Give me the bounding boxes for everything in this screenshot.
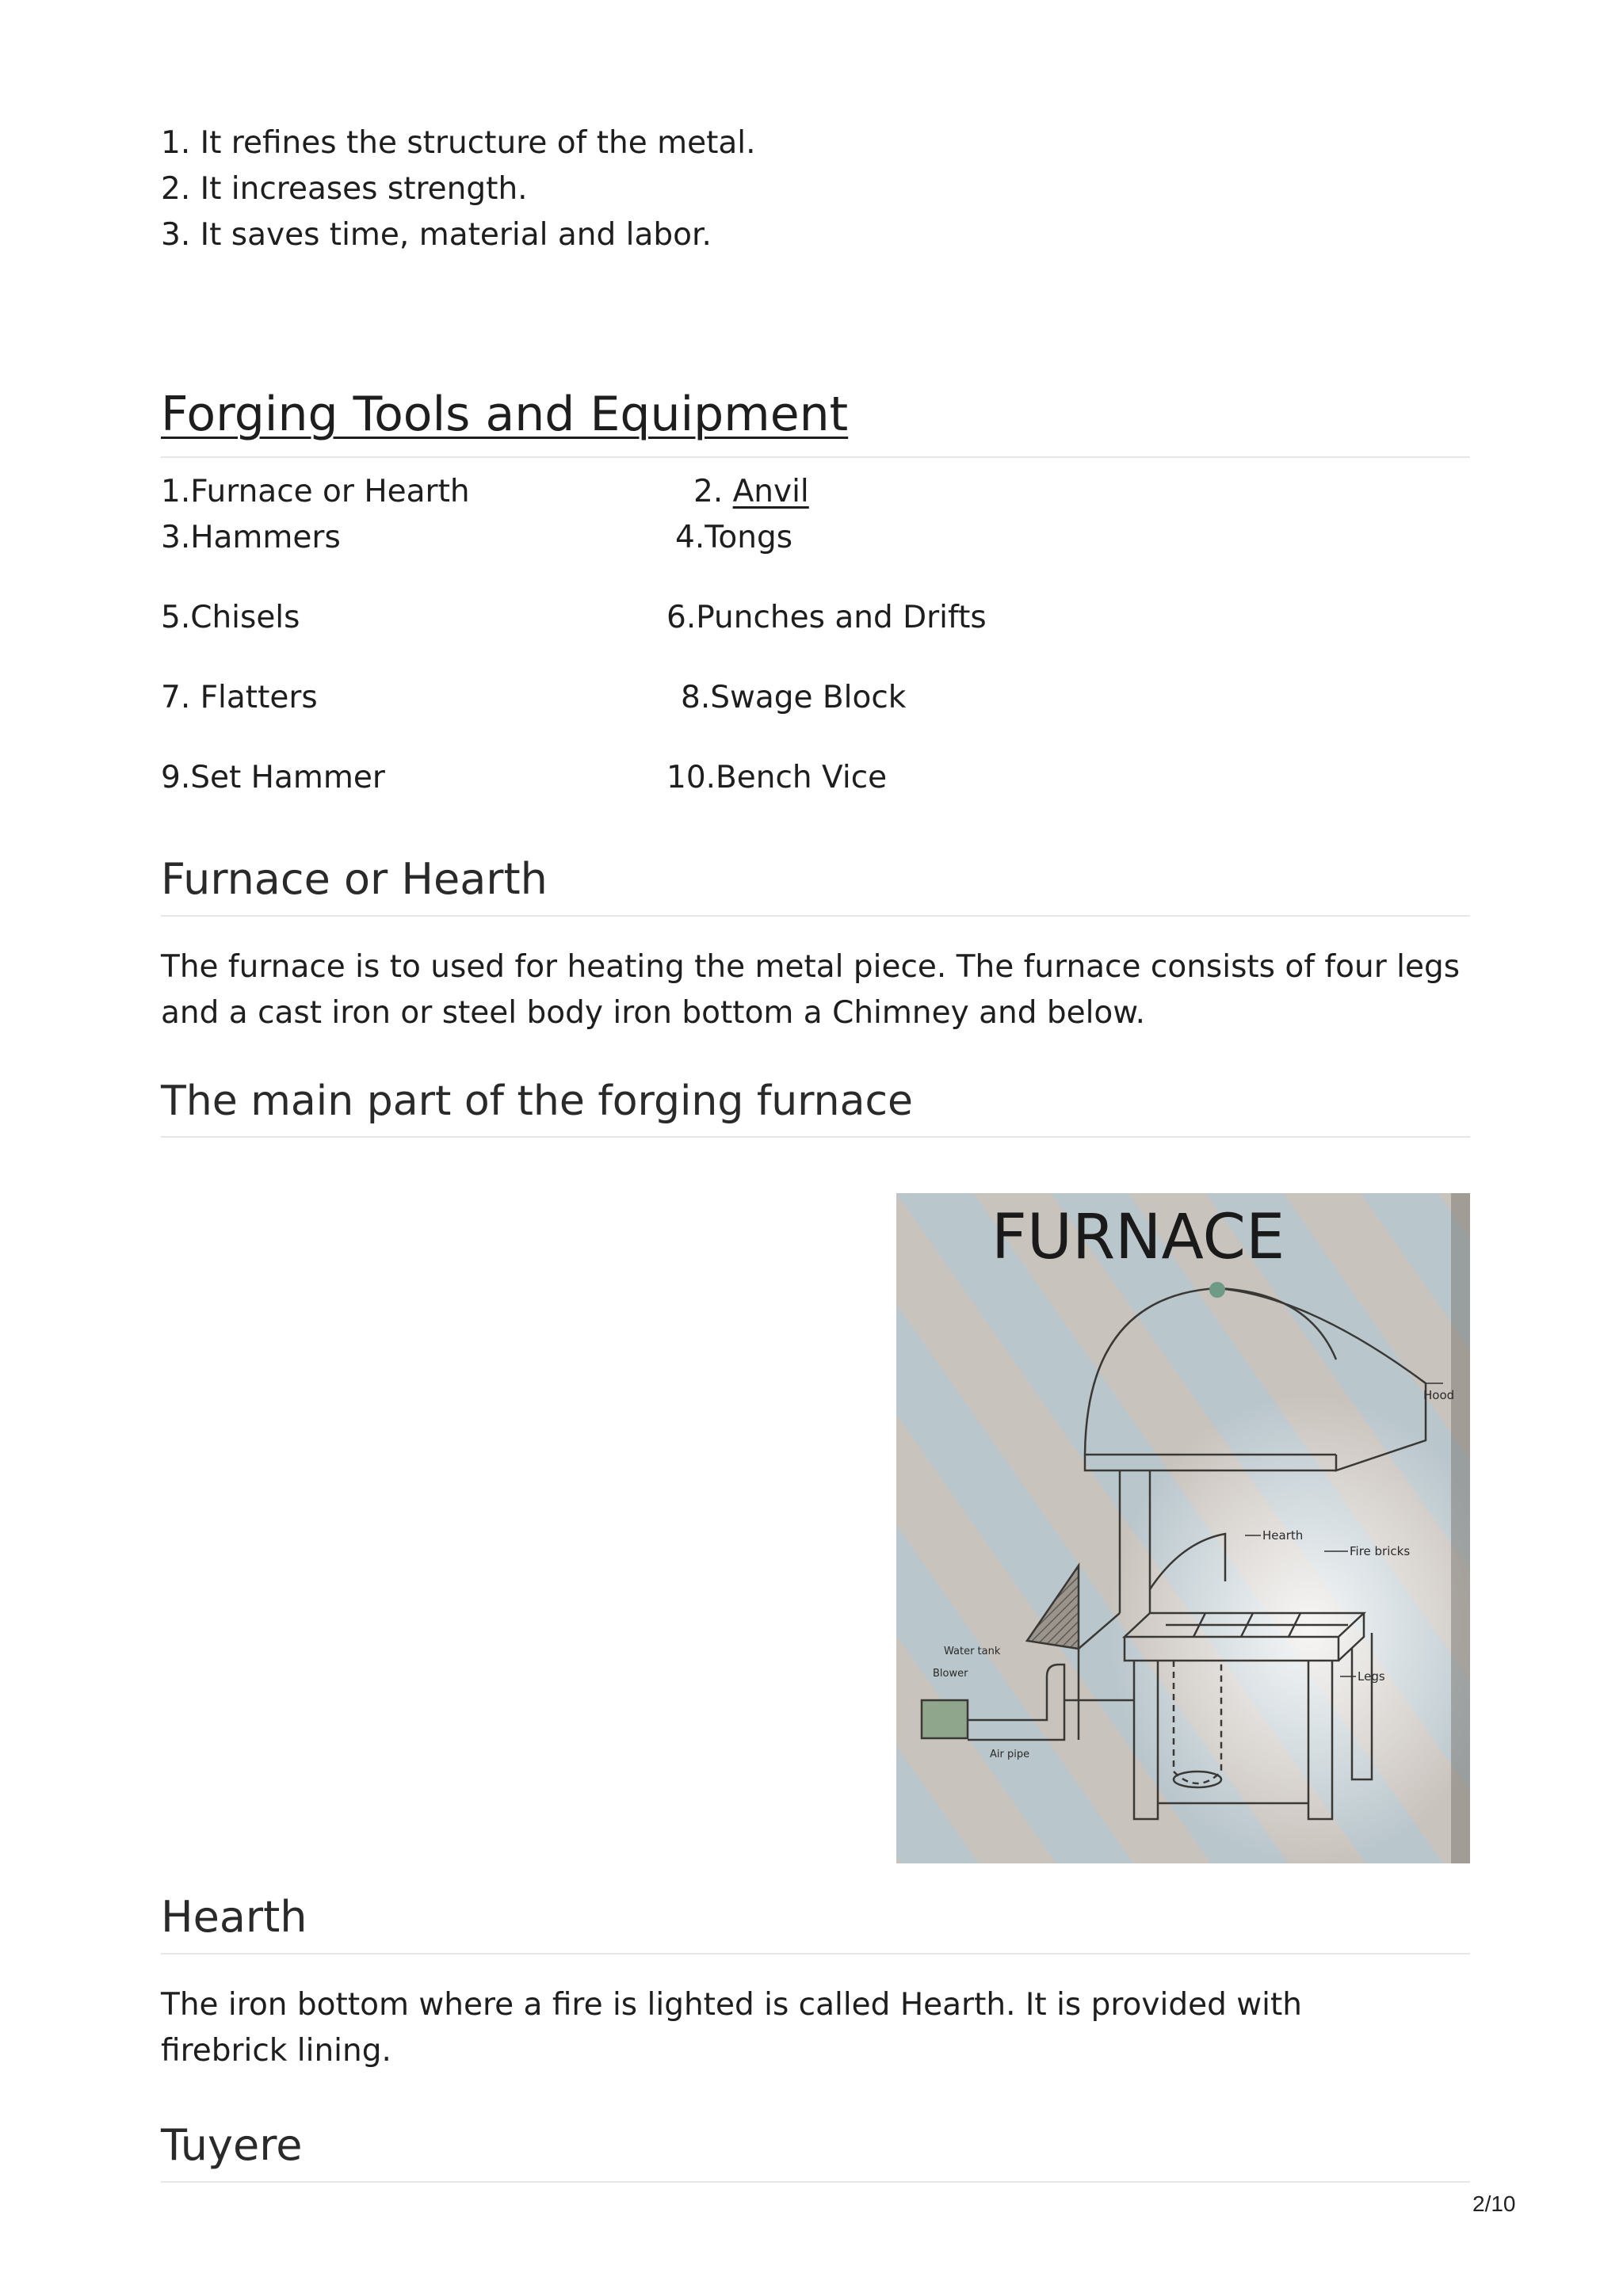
list-item: 1. It refines the structure of the metal. bbox=[161, 125, 756, 161]
label-hearth: Hearth bbox=[1262, 1528, 1304, 1543]
tool-item: 8.Swage Block bbox=[681, 680, 907, 715]
label-hood: Hood bbox=[1423, 1388, 1455, 1402]
tool-item: 9.Set Hammer bbox=[161, 760, 385, 795]
furnace-heading: Furnace or Hearth bbox=[161, 854, 1470, 917]
label-legs: Legs bbox=[1358, 1669, 1385, 1684]
tool-item: 10.Bench Vice bbox=[666, 760, 888, 795]
hearth-paragraph: The iron bottom where a fire is lighted is called Hearth. It is provided with firebrick lining. bbox=[161, 1987, 1302, 2069]
page-number: 2/10 bbox=[1472, 2191, 1516, 2216]
tools-heading: Forging Tools and Equipment bbox=[161, 387, 1470, 458]
list-item: 2. It increases strength. bbox=[161, 171, 528, 207]
tool-item: 6.Punches and Drifts bbox=[666, 600, 987, 635]
tool-item: 7. Flatters bbox=[161, 680, 318, 715]
document-page bbox=[161, 0, 1470, 2296]
tool-item: 3.Hammers bbox=[161, 520, 341, 555]
tool-item: 1.Furnace or Hearth bbox=[161, 474, 470, 509]
figure-title: FURNACE bbox=[991, 1202, 1285, 1273]
tool-item: 5.Chisels bbox=[161, 600, 300, 635]
hearth-heading: Hearth bbox=[161, 1892, 1470, 1955]
tuyere-heading: Tuyere bbox=[161, 2120, 1470, 2183]
label-air-pipe: Air pipe bbox=[990, 1749, 1030, 1760]
tool-item: 4.Tongs bbox=[675, 520, 793, 555]
advantages-list bbox=[161, 120, 756, 258]
label-water-tank: Water tank bbox=[944, 1646, 1001, 1657]
label-fire-bricks: Fire bricks bbox=[1350, 1544, 1411, 1558]
tool-item: 2. Anvil bbox=[693, 474, 809, 509]
furnace-diagram-photo bbox=[896, 1193, 1470, 1863]
list-item: 3. It saves time, material and labor. bbox=[161, 217, 712, 253]
label-blower: Blower bbox=[933, 1668, 968, 1680]
main-part-heading: The main part of the forging furnace bbox=[161, 1077, 1470, 1138]
furnace-paragraph: The furnace is to used for heating the metal piece. The furnace consists of four legs and a cast iron or steel body iron bottom a Chimney and below. bbox=[161, 949, 1461, 1031]
anvil-link[interactable]: Anvil bbox=[732, 474, 809, 509]
